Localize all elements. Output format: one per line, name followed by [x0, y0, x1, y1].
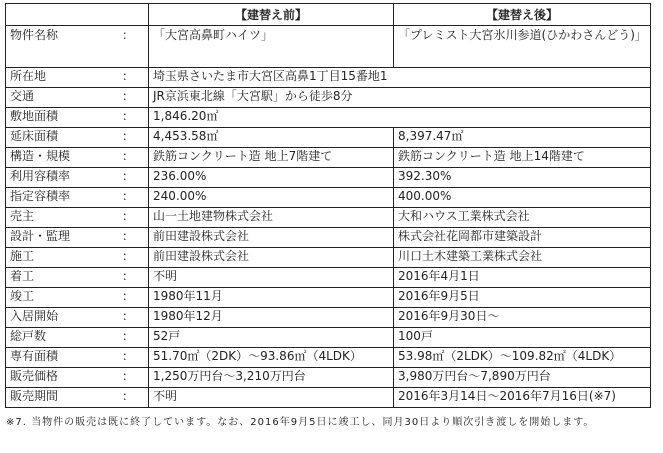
before-value: 1980年11月 [149, 288, 394, 308]
row-label-cell [6, 128, 149, 148]
after-value: 鉄筋コンクリート造 地上14階建て [394, 148, 651, 168]
colon: ： [122, 309, 135, 323]
row-label-cell [6, 188, 149, 208]
before-value: 240.00% [149, 188, 394, 208]
table-row [6, 328, 651, 348]
table-row [6, 68, 651, 88]
header-empty [6, 4, 149, 26]
colon: ： [122, 129, 135, 143]
colon: ： [122, 149, 135, 163]
before-value: 236.00% [149, 168, 394, 188]
after-value: 100戸 [394, 328, 651, 348]
after-value: 53.98㎡（2LDK）～109.82㎡（4LDK） [394, 348, 651, 368]
row-label: 施工 [10, 249, 35, 263]
table-row [6, 88, 651, 108]
row-label: 物件名称 [10, 28, 59, 42]
before-value: 52戸 [149, 328, 394, 348]
row-label: 延床面積 [10, 129, 59, 143]
row-label-cell [6, 168, 149, 188]
colon: ： [122, 89, 135, 103]
colon: ： [122, 249, 135, 263]
row-label: 総戸数 [10, 329, 47, 343]
after-value: 2016年3月14日～2016年7月16日(※7) [394, 388, 651, 408]
table-row [6, 288, 651, 308]
row-label: 着工 [10, 269, 35, 283]
table-row [6, 108, 651, 128]
colon: ： [122, 69, 135, 83]
footnote: ※7. 当物件の販売は既に終了しています。なお、2016年9月5日に竣工し、同月30日より順次引き渡しを開始します。 [6, 417, 595, 428]
colon: ： [122, 109, 135, 123]
row-label-cell [6, 26, 149, 68]
header-after: 【建替え後】 [394, 4, 651, 26]
row-label-cell [6, 68, 149, 88]
table-row [6, 128, 651, 148]
after-value: 株式会社花岡都市建築設計 [394, 228, 651, 248]
colon: ： [122, 349, 135, 363]
row-label-cell [6, 148, 149, 168]
shared-value: JR京浜東北線「大宮駅」から徒歩8分 [149, 88, 651, 108]
before-value: 4,453.58㎡ [149, 128, 394, 148]
row-label: 構造・規模 [10, 149, 71, 163]
row-label: 販売価格 [10, 369, 59, 383]
colon: ： [122, 28, 135, 42]
row-label-cell [6, 208, 149, 228]
before-value: 山一土地建物株式会社 [149, 208, 394, 228]
after-value: 392.30% [394, 168, 651, 188]
table-row [6, 188, 651, 208]
colon: ： [122, 329, 135, 343]
after-value: 川口土木建築工業株式会社 [394, 248, 651, 268]
row-label: 交通 [10, 89, 35, 103]
before-value: 「大宮高鼻町ハイツ」 [149, 26, 394, 68]
colon: ： [122, 189, 135, 203]
after-value: 400.00% [394, 188, 651, 208]
before-value: 鉄筋コンクリート造 地上7階建て [149, 148, 394, 168]
after-value: 2016年9月5日 [394, 288, 651, 308]
colon: ： [122, 169, 135, 183]
row-label-cell [6, 368, 149, 388]
table-row [6, 168, 651, 188]
table-row [6, 208, 651, 228]
table-row [6, 228, 651, 248]
row-label-cell [6, 328, 149, 348]
after-value: 「プレミスト大宮氷川参道(ひかわさんどう)」 [394, 26, 651, 68]
colon: ： [122, 269, 135, 283]
table-row [6, 26, 651, 68]
row-label: 利用容積率 [10, 169, 71, 183]
row-label: 販売期間 [10, 389, 59, 403]
table-row [6, 368, 651, 388]
row-label: 指定容積率 [10, 189, 71, 203]
table-row [6, 148, 651, 168]
colon: ： [122, 209, 135, 223]
colon: ： [122, 389, 135, 403]
row-label-cell [6, 348, 149, 368]
after-value: 大和ハウス工業株式会社 [394, 208, 651, 228]
before-value: 1,250万円台～3,210万円台 [149, 368, 394, 388]
row-label: 敷地面積 [10, 109, 59, 123]
before-value: 1980年12月 [149, 308, 394, 328]
shared-value: 1,846.20㎡ [149, 108, 651, 128]
table-row [6, 248, 651, 268]
before-value: 前田建設株式会社 [149, 228, 394, 248]
table-row [6, 348, 651, 368]
after-value: 8,397.47㎡ [394, 128, 651, 148]
before-value: 51.70㎡（2DK）～93.86㎡（4LDK） [149, 348, 394, 368]
row-label-cell [6, 388, 149, 408]
colon: ： [122, 289, 135, 303]
row-label-cell [6, 108, 149, 128]
table-row [6, 388, 651, 408]
row-label-cell [6, 88, 149, 108]
after-value: 2016年9月30日～ [394, 308, 651, 328]
row-label: 専有面積 [10, 349, 59, 363]
row-label: 所在地 [10, 69, 47, 83]
colon: ： [122, 369, 135, 383]
before-value: 前田建設株式会社 [149, 248, 394, 268]
row-label: 設計・監理 [10, 229, 71, 243]
property-comparison-table [5, 3, 651, 408]
row-label-cell [6, 228, 149, 248]
row-label-cell [6, 308, 149, 328]
after-value: 2016年4月1日 [394, 268, 651, 288]
colon: ： [122, 229, 135, 243]
table-row [6, 268, 651, 288]
before-value: 不明 [149, 388, 394, 408]
header-before: 【建替え前】 [149, 4, 394, 26]
row-label-cell [6, 248, 149, 268]
shared-value: 埼玉県さいたま市大宮区高鼻1丁目15番地1 [149, 68, 651, 88]
row-label-cell [6, 288, 149, 308]
after-value: 3,980万円台～7,890万円台 [394, 368, 651, 388]
header-row [6, 4, 651, 26]
row-label: 売主 [10, 209, 35, 223]
row-label-cell [6, 268, 149, 288]
row-label: 入居開始 [10, 309, 59, 323]
table-row [6, 308, 651, 328]
row-label: 竣工 [10, 289, 35, 303]
before-value: 不明 [149, 268, 394, 288]
